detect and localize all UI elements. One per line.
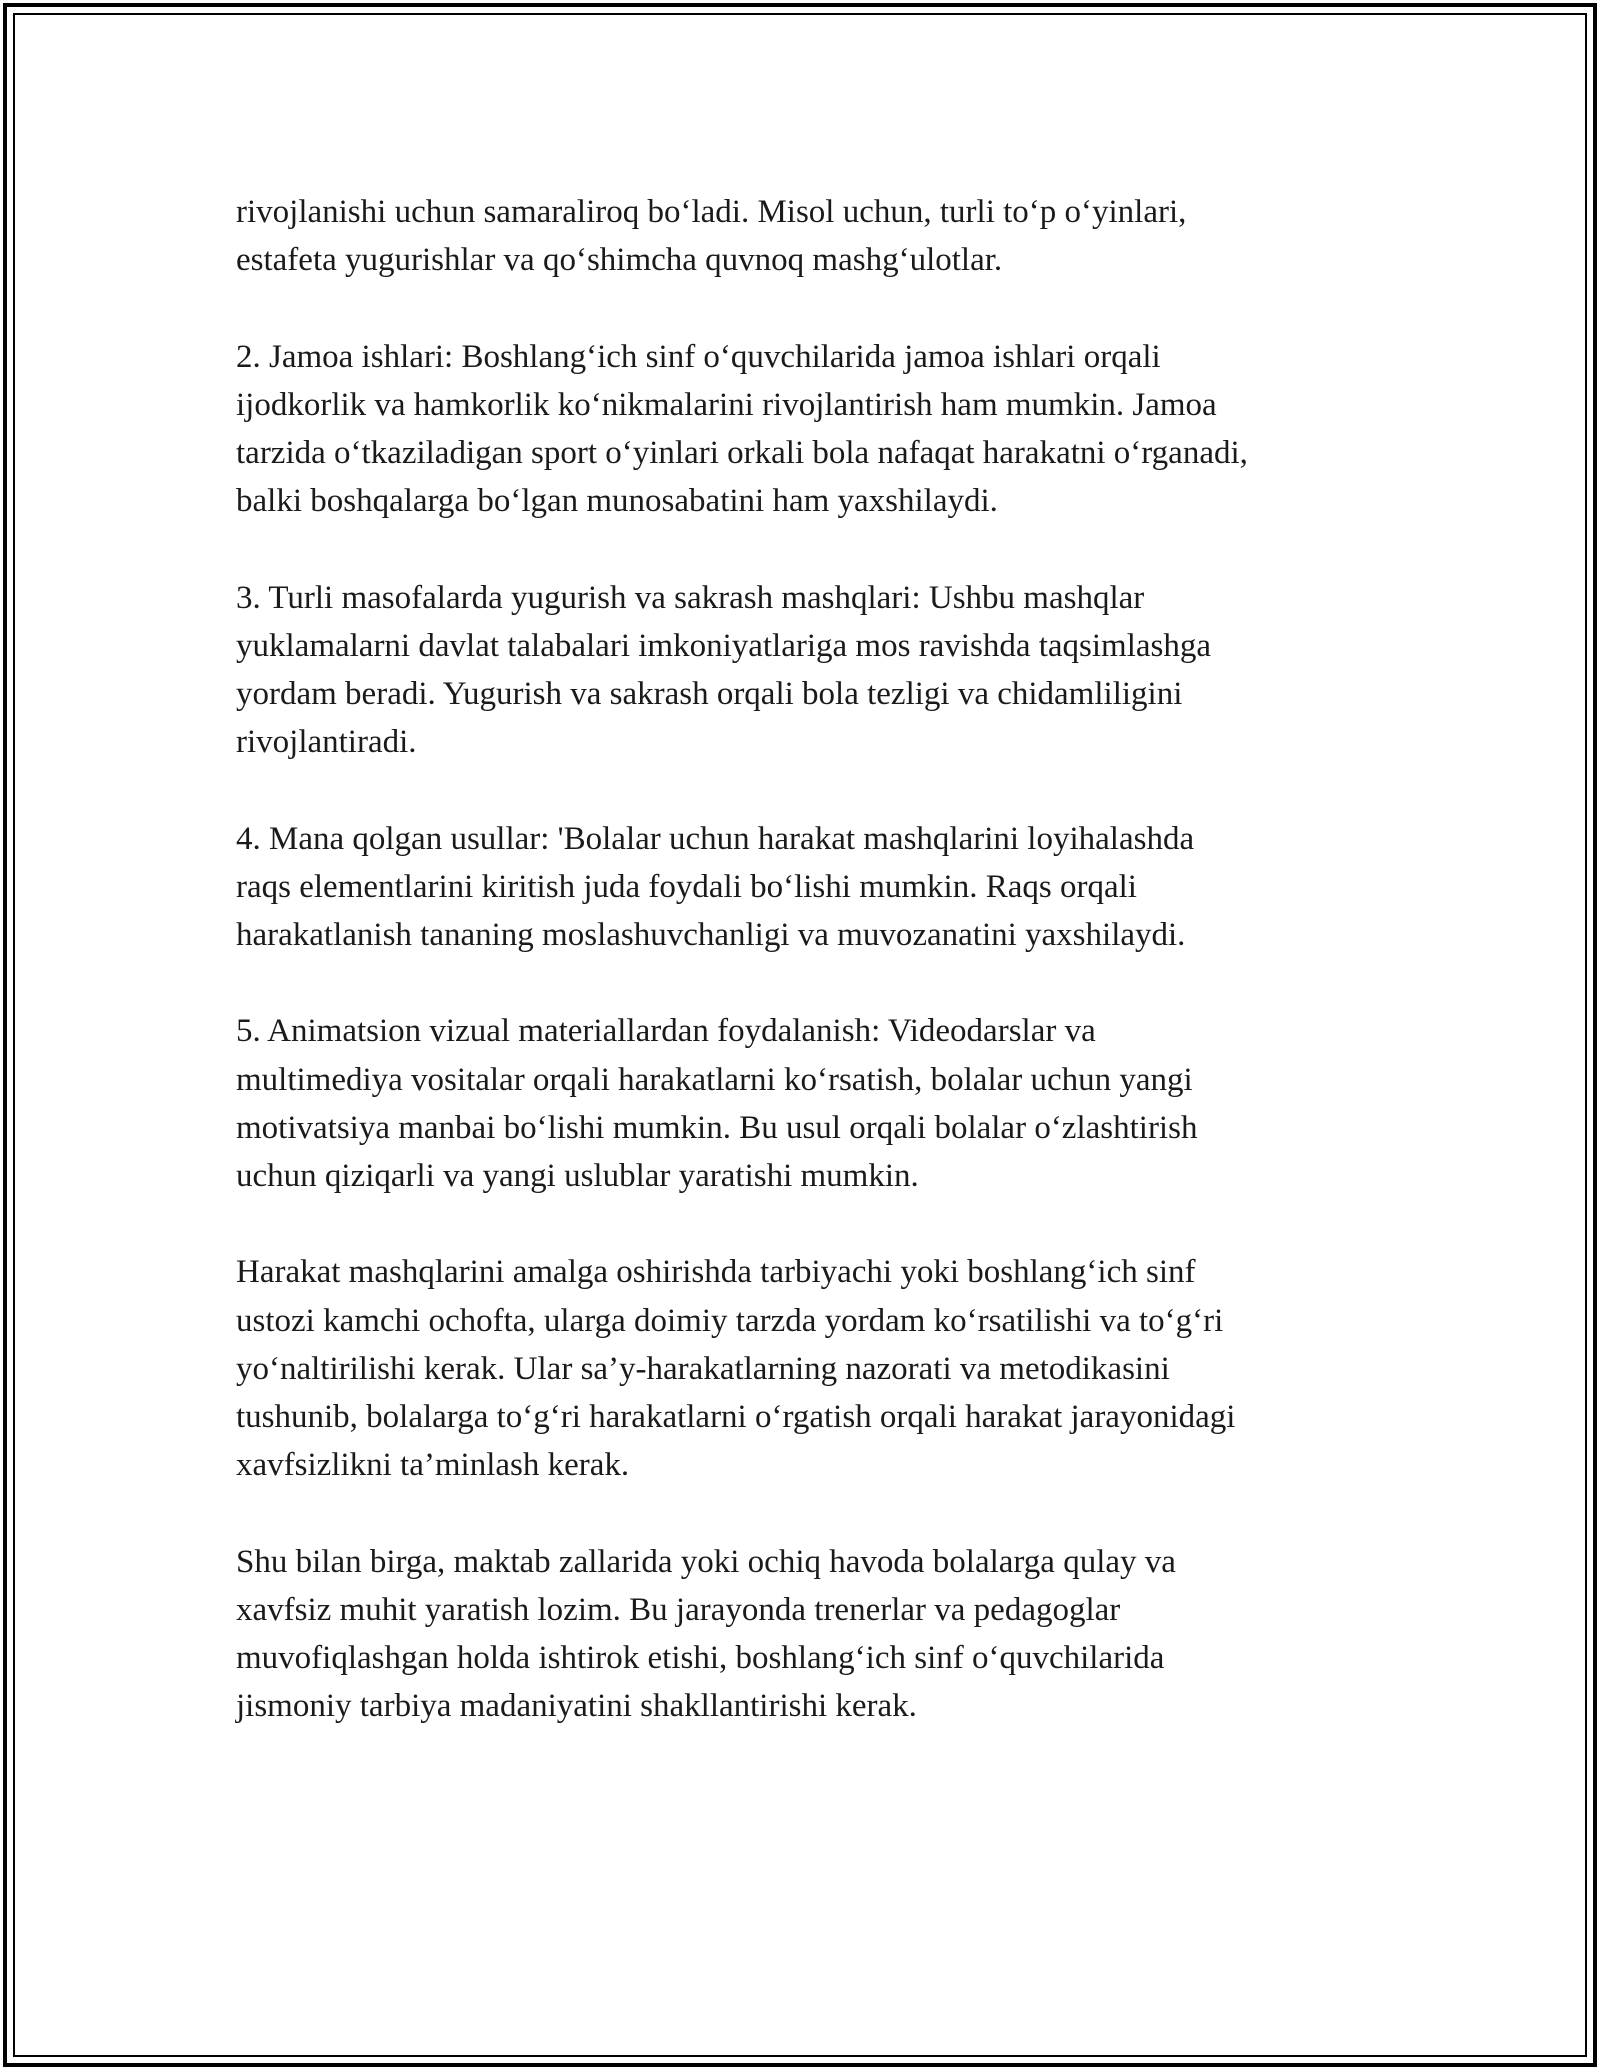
text-line: 5. Animatsion vizual materiallardan foydalanish: Videodarslar va [236, 1013, 1096, 1050]
text-line: xavfsiz muhit yaratish lozim. Bu jarayonda trenerlar va pedagoglar [236, 1591, 1121, 1628]
paragraph-2 [236, 333, 1376, 526]
text-line: xavfsizlikni ta’minlash kerak. [236, 1447, 630, 1484]
text-line: tarzida o‘tkaziladigan sport o‘yinlari orkali bola nafaqat harakatni o‘rganadi, [236, 435, 1248, 471]
text-line: tushunib, bolalarga to‘g‘ri harakatlarni o‘rgatish orqali harakat jarayonidagi [236, 1399, 1236, 1435]
text-line: yo‘naltirilishi kerak. Ular sa’y-harakatlarning nazorati va metodikasini [236, 1350, 1170, 1387]
text-line: yordam beradi. Yugurish va sakrash orqali bola tezligi va chidamliligini [236, 676, 1183, 712]
document-body [236, 188, 1376, 1730]
paragraph-1 [236, 188, 1376, 284]
text-line: ustozi kamchi ochofta, ularga doimiy tarzda yordam ko‘rsatilishi va to‘g‘ri [236, 1302, 1224, 1339]
text-line: balki boshqalarga bo‘lgan munosabatini ham yaxshilaydi. [236, 483, 998, 520]
text-line: 4. Mana qolgan usullar: 'Bolalar uchun harakat mashqlarini loyihalashda [236, 820, 1195, 857]
paragraph-3 [236, 574, 1376, 767]
text-line: multimediya vositalar orqali harakatlarni ko‘rsatish, bolalar uchun yangi [236, 1061, 1193, 1098]
text-line: Shu bilan birga, maktab zallarida yoki ochiq havoda bolalarga qulay va [236, 1543, 1176, 1580]
paragraph-5 [236, 1007, 1376, 1200]
paragraph-6 [236, 1248, 1376, 1489]
text-line: rivojlanishi uchun samaraliroq bo‘ladi. Misol uchun, turli to‘p o‘yinlari, [236, 194, 1187, 230]
paragraph-4 [236, 815, 1376, 960]
text-line: raqs elementlarini kiritish juda foydali bo‘lishi mumkin. Raqs orqali [236, 868, 1137, 905]
paragraph-7 [236, 1538, 1376, 1731]
text-line: Harakat mashqlarini amalga oshirishda tarbiyachi yoki boshlang‘ich sinf [236, 1254, 1196, 1291]
text-line: estafeta yugurishlar va qo‘shimcha quvnoq mashg‘ulotlar. [236, 242, 1003, 279]
text-line: ijodkorlik va hamkorlik ko‘nikmalarini rivojlantirish ham mumkin. Jamoa [236, 386, 1217, 423]
text-line: rivojlantiradi. [236, 724, 417, 761]
text-line: jismoniy tarbiya madaniyatini shakllantirishi kerak. [236, 1688, 917, 1725]
text-line: harakatlanish tananing moslashuvchanligi va muvozanatini yaxshilaydi. [236, 917, 1186, 953]
text-line: 2. Jamoa ishlari: Boshlang‘ich sinf o‘quvchilarida jamoa ishlari orqali [236, 338, 1161, 375]
text-line: 3. Turli masofalarda yugurish va sakrash mashqlari: Ushbu mashqlar [236, 579, 1145, 616]
text-line: yuklamalarni davlat talabalari imkoniyatlariga mos ravishda taqsimlashga [236, 627, 1212, 664]
text-line: motivatsiya manbai bo‘lishi mumkin. Bu usul orqali bolalar o‘zlashtirish [236, 1109, 1198, 1146]
text-line: uchun qiziqarli va yangi uslublar yaratishi mumkin. [236, 1158, 919, 1194]
text-line: muvofiqlashgan holda ishtirok etishi, boshlang‘ich sinf o‘quvchilarida [236, 1640, 1165, 1676]
